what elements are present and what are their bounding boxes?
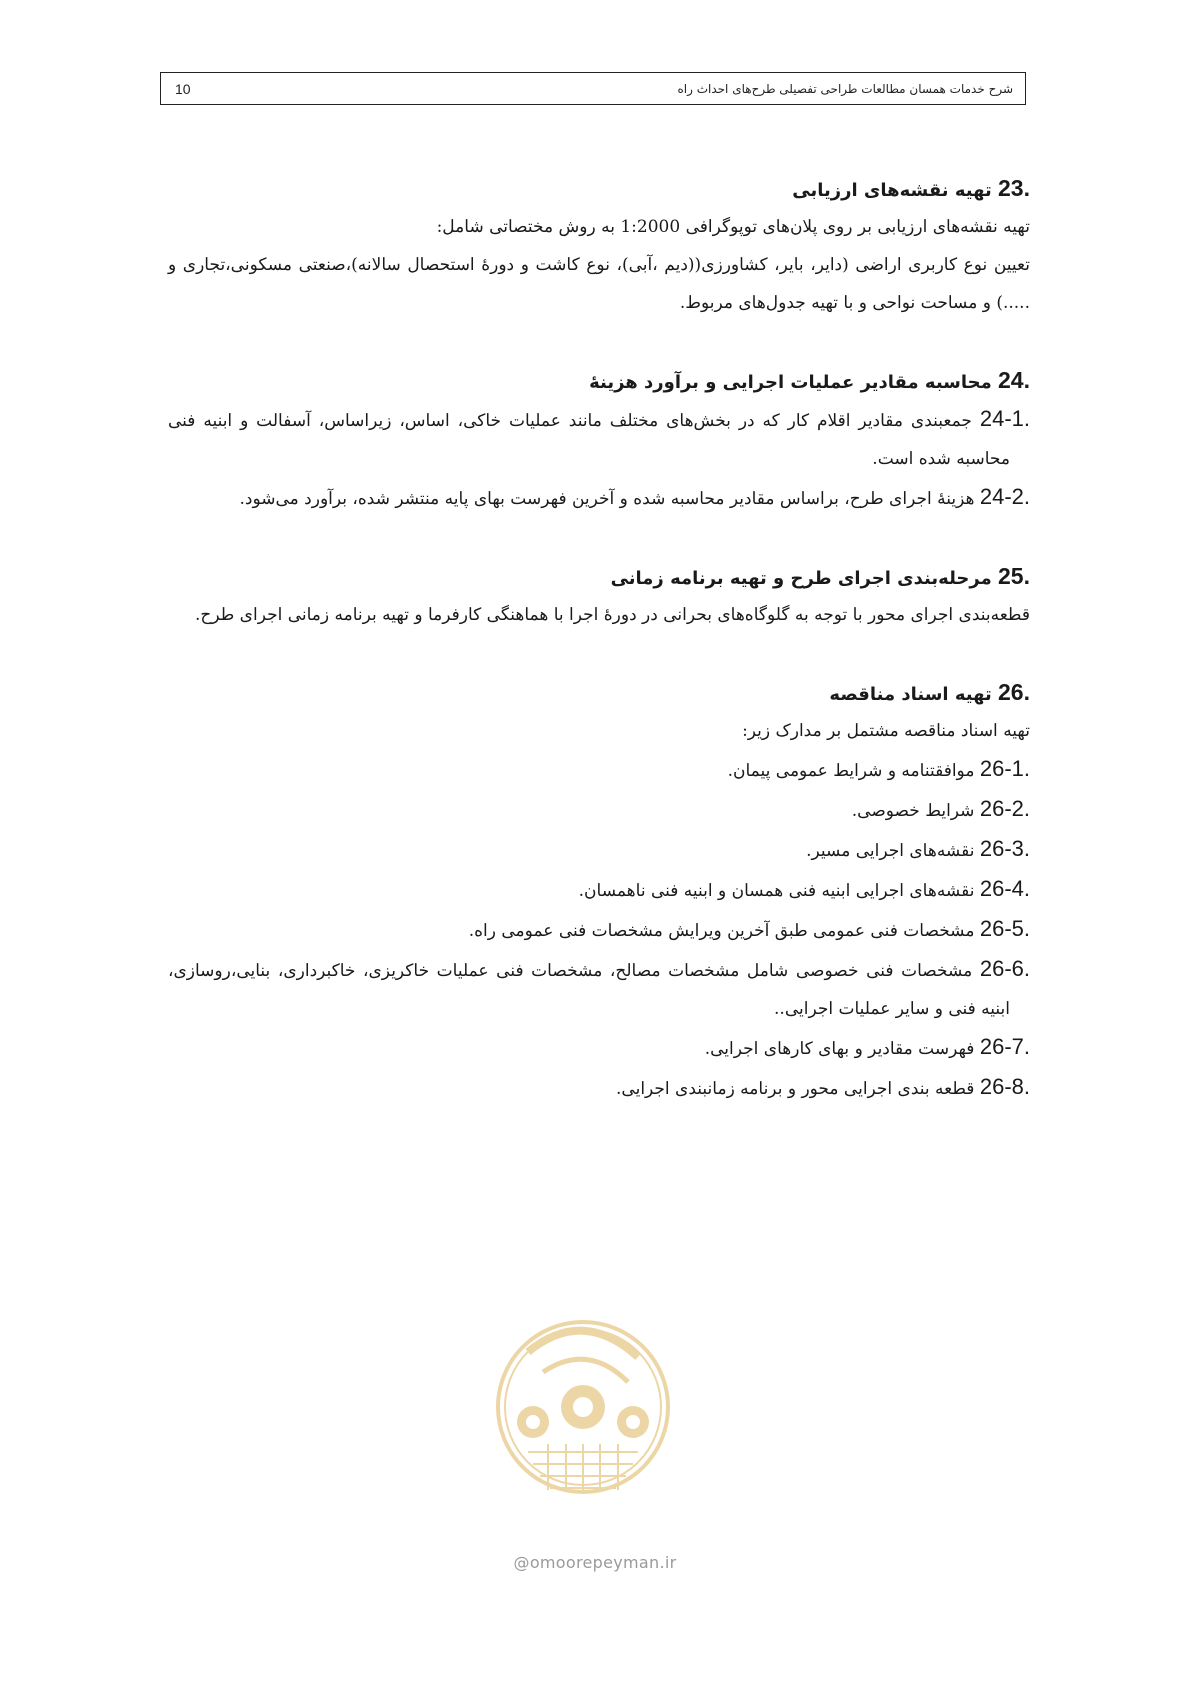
section-number: 24.: [998, 367, 1030, 393]
paragraph: تهیه نقشه‌های ارزیابی بر روی پلان‌های توپوگرافی 1:2000 به روش مختصاتی شامل:: [436, 217, 1030, 237]
paragraph: تعیین نوع کاربری اراضی (دایر، بایر، کشاورزی((دیم ،آبی)، نوع کاشت و دورۀ استحصال سالانه)،صنعتی مسکونی،تجاری و .....) و مساحت نواحی و با تهیه جدول‌های مربوط.: [168, 255, 1030, 313]
running-header: [160, 72, 1026, 105]
section-25: [168, 556, 1030, 634]
document-body: [168, 168, 1030, 1146]
list-item: [168, 478, 1030, 518]
item-number: 26-5.: [979, 916, 1030, 941]
section-24: [168, 360, 1030, 518]
item-text: نقشه‌های اجرایی ابنیه فنی همسان و ابنیه فنی ناهمسان.: [578, 881, 980, 901]
item-number: 26-8.: [979, 1074, 1030, 1099]
item-text: نقشه‌های اجرایی مسیر.: [806, 841, 980, 861]
header-title: شرح خدمات همسان مطالعات طراحی تفصیلی طرح‌های احداث راه: [677, 81, 1013, 96]
list-item: [168, 1068, 1030, 1108]
paragraph: تهیه اسناد مناقصه مشتمل بر مدارک زیر:: [742, 721, 1030, 741]
item-text: مشخصات فنی عمومی طبق آخرین ویرایش مشخصات فنی عمومی راه.: [468, 921, 980, 941]
item-text: قطعه بندی اجرایی محور و برنامه زمانبندی اجرایی.: [616, 1079, 980, 1099]
paragraph: قطعه‌بندی اجرای محور با توجه به گلوگاه‌های بحرانی در دورۀ اجرا با هماهنگی کارفرما و تهیه برنامه زمانی اجرای طرح.: [194, 605, 1030, 625]
item-number: 26-2.: [979, 796, 1030, 821]
section-heading: [168, 556, 1030, 596]
list-item: [168, 750, 1030, 790]
watermark-url: @omoorepeyman.ir: [513, 1553, 677, 1572]
section-heading: [168, 168, 1030, 208]
section-number: 23.: [998, 175, 1030, 201]
section-26: [168, 672, 1030, 1108]
item-text: مشخصات فنی خصوصی شامل مشخصات مصالح، مشخصات فنی عملیات خاکریزی، خاکبرداری، بنایی،روسازی، ابنیه فنی و سایر عملیات اجرایی..: [168, 961, 1010, 1019]
item-number: 26-6.: [979, 956, 1030, 981]
item-text: موافقتنامه و شرایط عمومی پیمان.: [727, 761, 980, 781]
item-number: 26-7.: [979, 1034, 1030, 1059]
section-title: تهیه نقشه‌های ارزیابی: [792, 180, 999, 201]
item-number: 26-1.: [979, 756, 1030, 781]
watermark-logo: [488, 1312, 678, 1522]
item-text: شرایط خصوصی.: [851, 801, 980, 821]
section-heading: [168, 360, 1030, 400]
item-number: 26-4.: [979, 876, 1030, 901]
section-title: محاسبه مقادیر عملیات اجرایی و برآورد هزینۀ: [589, 372, 999, 393]
item-text: فهرست مقادیر و بهای کارهای اجرایی.: [704, 1039, 980, 1059]
list-item: [168, 950, 1030, 1028]
list-item: [168, 830, 1030, 870]
item-number: 26-3.: [979, 836, 1030, 861]
item-number: 24-2.: [979, 484, 1030, 509]
section-number: 25.: [998, 563, 1030, 589]
section-title: تهیه اسناد مناقصه: [829, 684, 999, 705]
list-item: [168, 1028, 1030, 1068]
page-number: 10: [175, 80, 191, 97]
list-item: [168, 870, 1030, 910]
gear-logo-icon: [488, 1312, 678, 1522]
section-title: مرحله‌بندی اجرای طرح و تهیه برنامه زمانی: [610, 568, 999, 589]
list-item: [168, 910, 1030, 950]
list-item: [168, 790, 1030, 830]
list-item: [168, 400, 1030, 478]
section-heading: [168, 672, 1030, 712]
item-text: هزینۀ اجرای طرح، براساس مقادیر محاسبه شده و آخرین فهرست بهای پایه منتشر شده، برآورد می‌شود.: [239, 489, 980, 509]
item-number: 24-1.: [979, 406, 1030, 431]
item-text: جمعبندی مقادیر اقلام کار که در بخش‌های مختلف مانند عملیات خاکی، اساس، زیراساس، آسفالت و ابنیه فنی محاسبه شده است.: [168, 411, 1010, 469]
section-23: [168, 168, 1030, 322]
section-number: 26.: [998, 679, 1030, 705]
